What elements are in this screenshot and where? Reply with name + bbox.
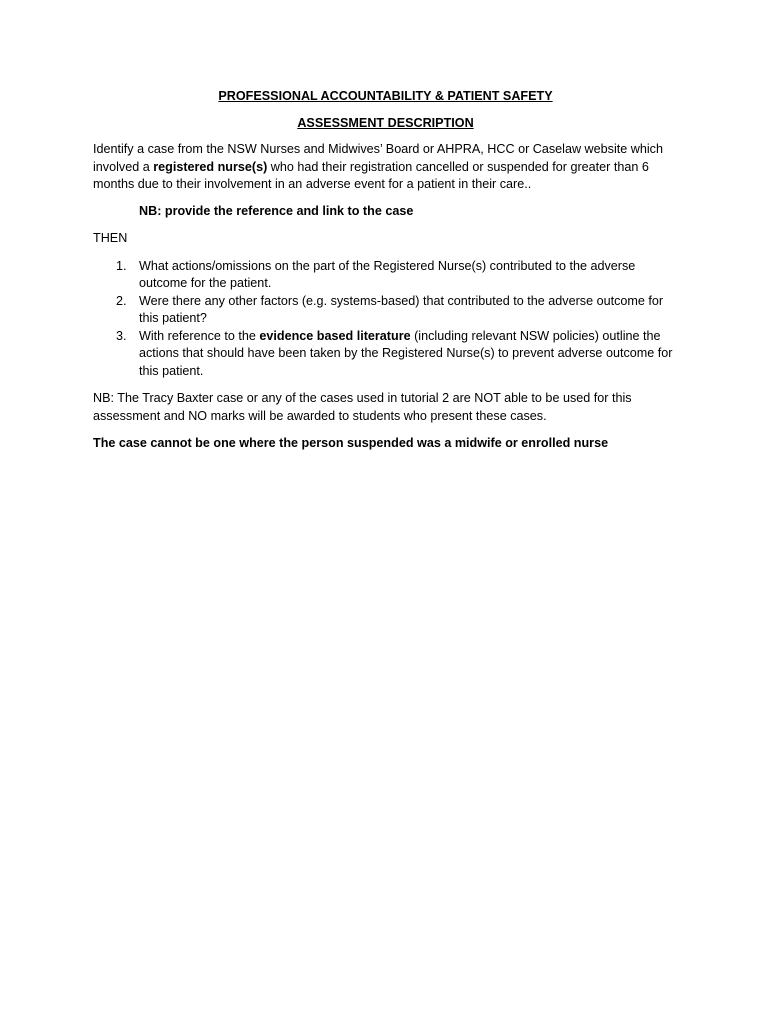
list-item-text-post: (including relevant NSW policies) outline the actions that should have been taken by the Registered Nurse(s) to prevent adverse outcome for this patient. xyxy=(139,328,673,378)
list-item-number: 3. xyxy=(116,328,127,343)
document-page xyxy=(93,88,678,453)
nb-exclusion-note: NB: The Tracy Baxter case or any of the cases used in tutorial 2 are NOT able to be used for this assessment and NO marks will be awarded to students who present these cases. xyxy=(93,391,632,423)
list-item-text-pre: With reference to the xyxy=(139,328,260,343)
list-item-bold-text: evidence based literature xyxy=(259,328,411,343)
document-title: PROFESSIONAL ACCOUNTABILITY & PATIENT SAFETY xyxy=(218,89,553,103)
list-item-text: What actions/omissions on the part of the Registered Nurse(s) contributed to the adverse outcome for the patient. xyxy=(139,258,636,290)
list-item-number: 1. xyxy=(116,258,127,273)
question-list xyxy=(93,258,678,381)
intro-text-part1: Identify a case from the NSW Nurses and Midwives’ Board or AHPRA, HCC or Caselaw website which involved a xyxy=(93,142,663,174)
intro-bold-text: registered nurse(s) xyxy=(153,159,268,174)
nb-reference-note: NB: provide the reference and link to the case xyxy=(139,203,414,218)
list-item-text: Were there any other factors (e.g. systems-based) that contributed to the adverse outcome for this patient? xyxy=(139,293,664,325)
then-label: THEN xyxy=(93,231,128,245)
list-item xyxy=(93,328,678,381)
list-item xyxy=(93,258,678,293)
document-subtitle: ASSESSMENT DESCRIPTION xyxy=(297,115,474,130)
final-statement: The case cannot be one where the person suspended was a midwife or enrolled nurse xyxy=(93,436,609,450)
list-item xyxy=(93,293,678,328)
list-item-number: 2. xyxy=(116,293,127,308)
intro-text-part2: who had their registration cancelled or suspended for greater than 6 months due to their involvement in an adverse event for a patient in their care.. xyxy=(93,159,649,191)
intro-paragraph xyxy=(93,141,678,194)
